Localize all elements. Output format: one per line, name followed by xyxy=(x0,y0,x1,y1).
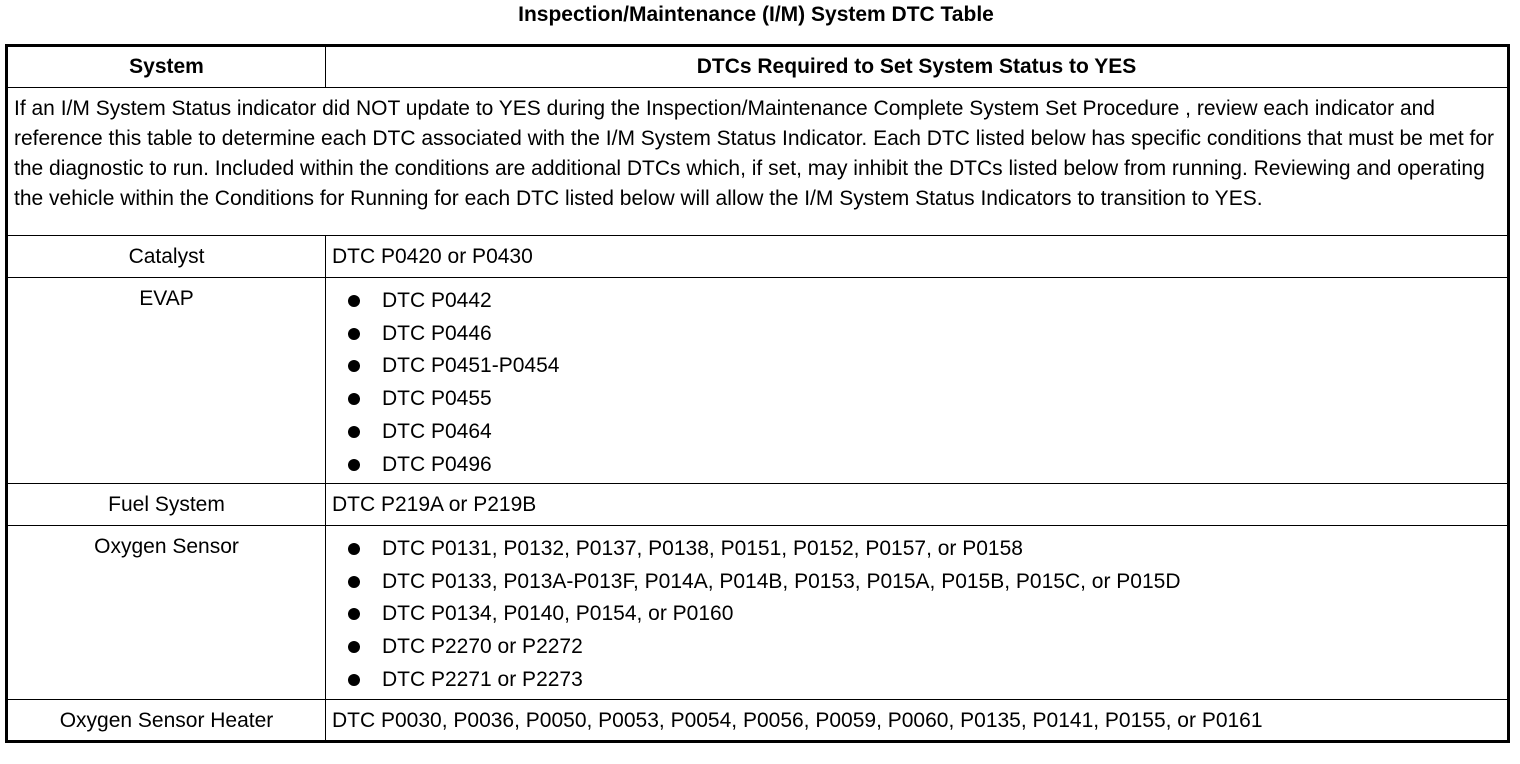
dtc-list-item: DTC P0451-P0454 xyxy=(348,350,1507,383)
dtc-list-item: DTC P2271 or P2273 xyxy=(348,664,1507,697)
dtc-cell: DTC P0030, P0036, P0050, P0053, P0054, P0056, P0059, P0060, P0135, P0141, P0155, or P0161 xyxy=(326,700,1509,742)
dtc-cell: DTC P0420 or P0430 xyxy=(326,236,1509,278)
dtc-list-item: DTC P0496 xyxy=(348,449,1507,482)
system-cell: EVAP xyxy=(7,278,326,484)
system-cell: Oxygen Sensor xyxy=(7,526,326,700)
dtc-list-item: DTC P0133, P013A-P013F, P014A, P014B, P0153, P015A, P015B, P015C, or P015D xyxy=(348,566,1507,599)
table-row xyxy=(7,278,1509,484)
dtc-list-item: DTC P0464 xyxy=(348,416,1507,449)
intro-row xyxy=(7,88,1509,236)
dtc-list-item: DTC P0131, P0132, P0137, P0138, P0151, P0152, P0157, or P0158 xyxy=(348,533,1507,566)
table-row xyxy=(7,526,1509,700)
dtc-cell xyxy=(326,526,1509,700)
document-title: Inspection/Maintenance (I/M) System DTC Table xyxy=(518,3,994,26)
dtc-list-item: DTC P0134, P0140, P0154, or P0160 xyxy=(348,598,1507,631)
system-cell: Catalyst xyxy=(7,236,326,278)
system-cell: Oxygen Sensor Heater xyxy=(7,700,326,742)
dtc-list-item: DTC P2270 or P2272 xyxy=(348,631,1507,664)
dtc-table xyxy=(5,44,1510,743)
table-row xyxy=(7,484,1509,526)
dtc-list xyxy=(326,526,1507,697)
dtc-list-item: DTC P0442 xyxy=(348,285,1507,318)
table-row xyxy=(7,236,1509,278)
dtc-list xyxy=(326,278,1507,481)
intro-text: If an I/M System Status indicator did NOT update to YES during the Inspection/Maintenance Complete System Set Procedure , review each indicator and reference this table to determine each DTC associated with the I/M System Status Indicator. Each DTC listed below has specific conditions that must be met for the diagnostic to run. Included within the conditions are additional DTCs which, if set, may inhibit the DTCs listed below from running. Reviewing and operating the vehicle within the Conditions for Running for each DTC listed below will allow the I/M System Status Indicators to transition to YES. xyxy=(7,88,1509,236)
dtc-list-item: DTC P0455 xyxy=(348,383,1507,416)
header-dtcs: DTCs Required to Set System Status to YES xyxy=(326,46,1509,88)
system-cell: Fuel System xyxy=(7,484,326,526)
header-row xyxy=(7,46,1509,88)
table-row xyxy=(7,700,1509,742)
header-system: System xyxy=(7,46,326,88)
dtc-cell xyxy=(326,278,1509,484)
dtc-list-item: DTC P0446 xyxy=(348,318,1507,351)
dtc-cell: DTC P219A or P219B xyxy=(326,484,1509,526)
